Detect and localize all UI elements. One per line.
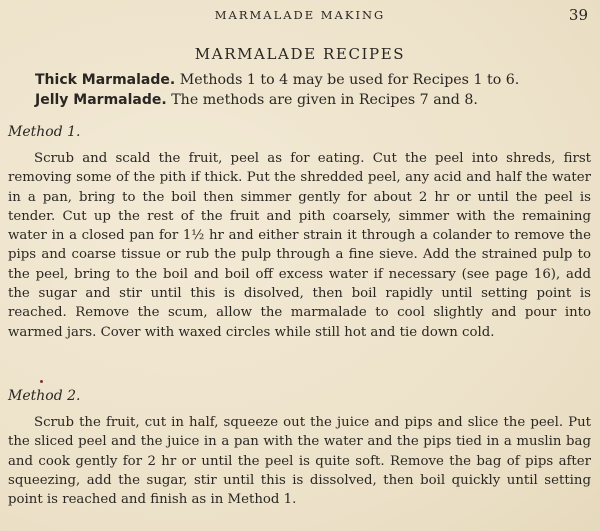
jelly-marmalade-text: The methods are given in Recipes 7 and 8.	[166, 92, 478, 108]
paper-speck	[40, 380, 43, 383]
method-1-heading: Method 1.	[8, 124, 81, 140]
page-number: 39	[568, 6, 588, 24]
intro-thick-marmalade	[35, 70, 595, 90]
thick-marmalade-label: Thick Marmalade.	[35, 72, 176, 88]
page-title: MARMALADE RECIPES	[194, 45, 406, 63]
thick-marmalade-text: Methods 1 to 4 may be used for Recipes 1 to 6.	[175, 72, 520, 88]
intro-jelly-marmalade	[35, 90, 595, 110]
method-1-paragraph: Scrub and scald the fruit, peel as for eating. Cut the peel into shreds, first removing some of the pith if thick. Put the shredded peel, any acid and half the water in a pan, bring to the boil then simmer gently for about 2 hr or until the peel is tender. Cut up the rest of the fruit and pith coarsely, simmer with the remaining water in a closed pan for 1½ hr and either strain it through a colander to remove the pips and coarse tissue or rub the pulp through a fine sieve. Add the strained pulp to the peel, bring to the boil and boil off excess water if necessary (see page 16), add the sugar and stir until this is disolved, then boil rapidly until setting point is reached. Remove the scum, allow the marmalade to cool slightly and pour into warmed jars. Cover with waxed circles while still hot and tie down cold.	[8, 151, 591, 340]
jelly-marmalade-label: Jelly Marmalade.	[35, 92, 167, 108]
method-2-paragraph: Scrub the fruit, cut in half, squeeze out the juice and pips and slice the peel. Put the sliced peel and the juice in a pan with the water and the pips tied in a muslin bag and cook gently for 2 hr or until the peel is quite soft. Remove the bag of pips after squeezing, add the sugar, stir until this is dissolved, then boil quickly until setting point is reached and finish as in Method 1.	[8, 415, 591, 508]
running-head: MARMALADE MAKING	[214, 8, 386, 22]
method-2-heading: Method 2.	[8, 388, 81, 404]
